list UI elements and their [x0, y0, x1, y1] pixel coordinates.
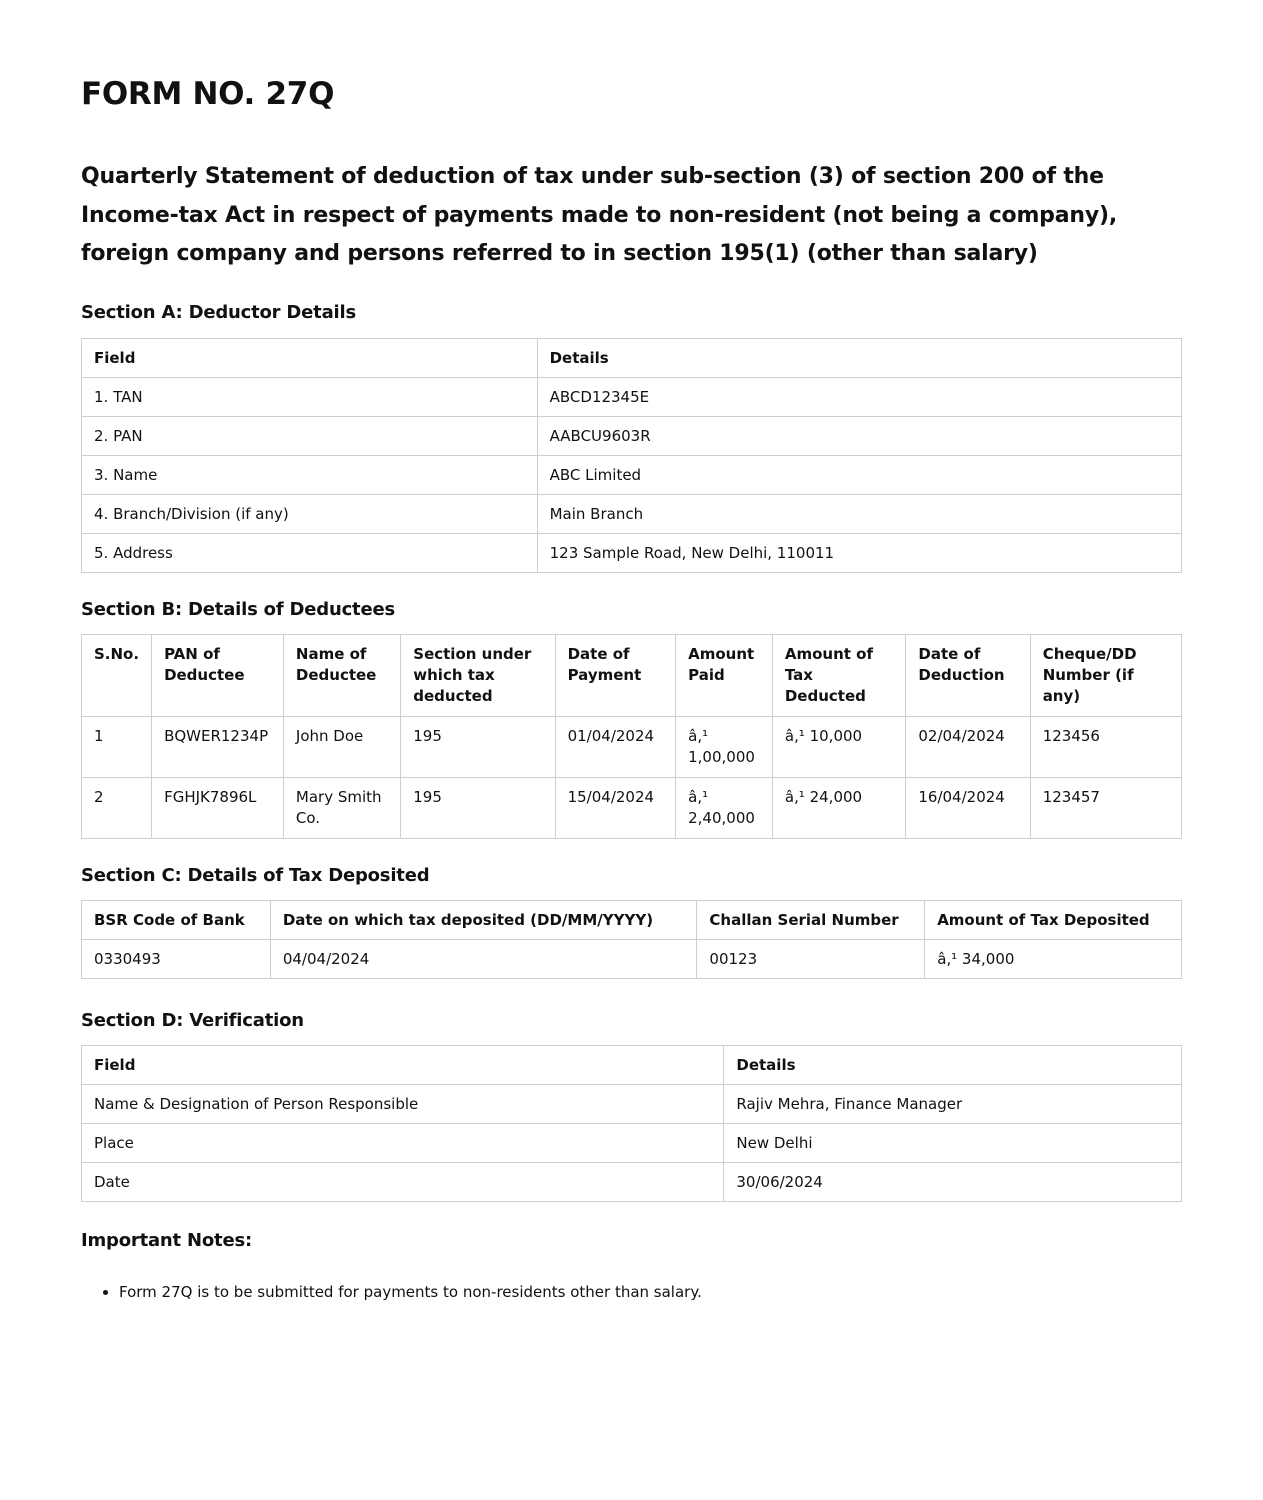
column-header-tax-deposited: Amount of Tax Deposited [925, 901, 1182, 940]
notes-list [81, 1280, 1179, 1300]
field-label: 3. Name [82, 456, 538, 495]
table-row [82, 717, 1182, 778]
field-value: New Delhi [724, 1124, 1182, 1163]
field-label: 5. Address [82, 534, 538, 573]
field-label: 2. PAN [82, 417, 538, 456]
column-header-sno: S.No. [82, 635, 152, 717]
form-subtitle: Quarterly Statement of deduction of tax under sub-section (3) of section 200 of the Income-tax Act in respect of payments made to non-resident (not being a company), foreign company and persons referred to in section 195(1) (other than salary) [81, 164, 1117, 266]
column-header-details: Details [724, 1046, 1182, 1085]
table-row [82, 940, 1182, 979]
name-cell: John Doe [283, 717, 400, 778]
section-cell: 195 [401, 717, 555, 778]
table-row [82, 1124, 1182, 1163]
tax-deducted-cell: â‚¹ 10,000 [772, 717, 906, 778]
column-header-amount-paid: Amount Paid [676, 635, 773, 717]
column-header-name: Name of Deductee [283, 635, 400, 717]
column-header-field: Field [82, 1046, 724, 1085]
column-header-section: Section under which tax deducted [401, 635, 555, 717]
table-header-row [82, 901, 1182, 940]
field-value: 30/06/2024 [724, 1163, 1182, 1202]
table-row [82, 495, 1182, 534]
table-header-row [82, 339, 1182, 378]
verification-table [81, 1045, 1182, 1202]
table-row [82, 378, 1182, 417]
cheque-number-cell: 123457 [1030, 778, 1181, 839]
table-row [82, 456, 1182, 495]
column-header-tax-deducted: Amount of Tax Deducted [772, 635, 906, 717]
field-label: 4. Branch/Division (if any) [82, 495, 538, 534]
pan-cell: BQWER1234P [152, 717, 284, 778]
field-value: 123 Sample Road, New Delhi, 110011 [537, 534, 1181, 573]
pan-cell: FGHJK7896L [152, 778, 284, 839]
field-label: Date [82, 1163, 724, 1202]
table-header-row [82, 635, 1182, 717]
section-cell: 195 [401, 778, 555, 839]
column-header-date-of-payment: Date of Payment [555, 635, 676, 717]
column-header-pan: PAN of Deductee [152, 635, 284, 717]
date-of-payment-cell: 01/04/2024 [555, 717, 676, 778]
deposit-date-cell: 04/04/2024 [270, 940, 697, 979]
date-of-deduction-cell: 16/04/2024 [906, 778, 1030, 839]
form-title: FORM NO. 27Q [81, 76, 335, 112]
section-d-heading: Section D: Verification [81, 1010, 304, 1031]
section-c-heading: Section C: Details of Tax Deposited [81, 865, 430, 886]
table-row [82, 1163, 1182, 1202]
list-item: • Form 27Q is to be submitted for payments to non-residents other than salary. [119, 1280, 1179, 1300]
table-row [82, 1085, 1182, 1124]
column-header-challan-number: Challan Serial Number [697, 901, 925, 940]
amount-paid-cell: â‚¹ 2,40,000 [676, 778, 773, 839]
sno-cell: 2 [82, 778, 152, 839]
field-label: Name & Designation of Person Responsible [82, 1085, 724, 1124]
tax-deposited-cell: â‚¹ 34,000 [925, 940, 1182, 979]
field-value: AABCU9603R [537, 417, 1181, 456]
table-row [82, 417, 1182, 456]
date-of-payment-cell: 15/04/2024 [555, 778, 676, 839]
column-header-details: Details [537, 339, 1181, 378]
deductees-table [81, 634, 1182, 839]
challan-number-cell: 00123 [697, 940, 925, 979]
field-label: 1. TAN [82, 378, 538, 417]
tax-deducted-cell: â‚¹ 24,000 [772, 778, 906, 839]
sno-cell: 1 [82, 717, 152, 778]
column-header-bsr-code: BSR Code of Bank [82, 901, 271, 940]
field-value: Main Branch [537, 495, 1181, 534]
column-header-field: Field [82, 339, 538, 378]
field-value: ABC Limited [537, 456, 1181, 495]
table-header-row [82, 1046, 1182, 1085]
table-row [82, 778, 1182, 839]
bsr-code-cell: 0330493 [82, 940, 271, 979]
amount-paid-cell: â‚¹ 1,00,000 [676, 717, 773, 778]
column-header-deposit-date: Date on which tax deposited (DD/MM/YYYY) [270, 901, 697, 940]
name-cell: Mary Smith Co. [283, 778, 400, 839]
date-of-deduction-cell: 02/04/2024 [906, 717, 1030, 778]
field-label: Place [82, 1124, 724, 1163]
column-header-date-of-deduction: Date of Deduction [906, 635, 1030, 717]
section-a-heading: Section A: Deductor Details [81, 302, 356, 323]
cheque-number-cell: 123456 [1030, 717, 1181, 778]
section-b-heading: Section B: Details of Deductees [81, 599, 395, 620]
field-value: Rajiv Mehra, Finance Manager [724, 1085, 1182, 1124]
deductor-details-table [81, 338, 1182, 573]
field-value: ABCD12345E [537, 378, 1181, 417]
notes-heading: Important Notes: [81, 1230, 252, 1251]
column-header-cheque-number: Cheque/DD Number (if any) [1030, 635, 1181, 717]
table-row [82, 534, 1182, 573]
tax-deposited-table [81, 900, 1182, 979]
